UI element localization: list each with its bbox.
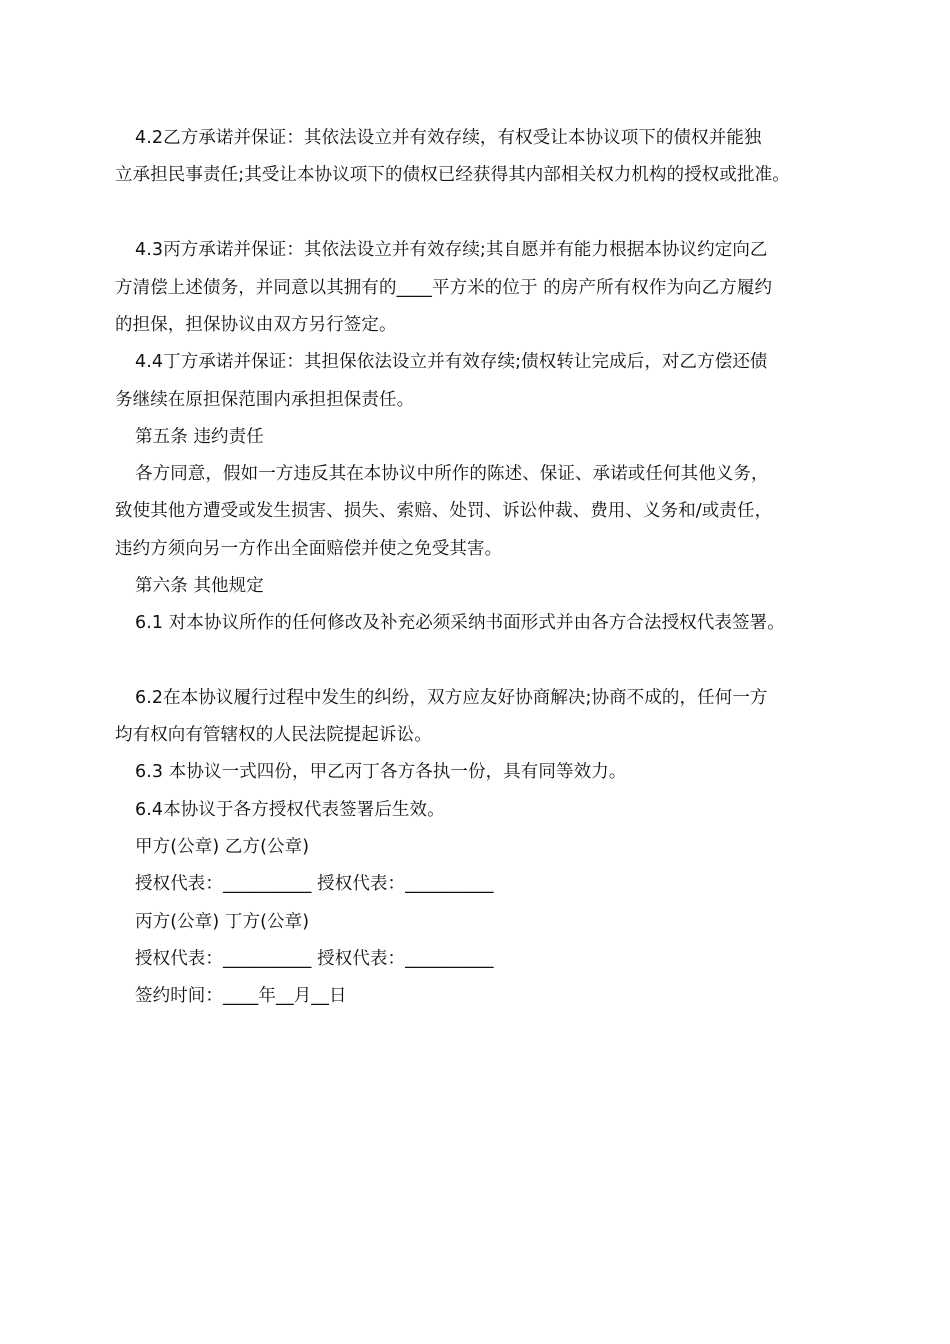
clause-4-3-line-1: 4.3丙方承诺并保证：其依法设立并有效存续;其自愿并有能力根据本协议约定向乙 <box>135 240 768 260</box>
clause-4-3-line-2: 方清偿上述债务，并同意以其拥有的____平方米的位于 的房产所有权作为向乙方履约 <box>115 278 773 298</box>
article-5-line-1: 各方同意，假如一方违反其在本协议中所作的陈述、保证、承诺或任何其他义务， <box>135 464 769 484</box>
clause-6-1: 6.1 对本协议所作的任何修改及补充必须采纳书面形式并由各方合法授权代表签署。 <box>135 613 785 633</box>
clause-4-3-line-3: 的担保，担保协议由双方另行签定。 <box>115 315 397 335</box>
signature-reps-cd: 授权代表：__________ 授权代表：__________ <box>135 949 494 969</box>
signature-reps-ab: 授权代表：__________ 授权代表：__________ <box>135 874 494 894</box>
clause-4-4-line-1: 4.4丁方承诺并保证：其担保依法设立并有效存续;债权转让完成后，对乙方偿还债 <box>135 352 768 372</box>
clause-4-2-line-2: 立承担民事责任;其受让本协议项下的债权已经获得其内部相关权力机构的授权或批准。 <box>115 165 790 185</box>
clause-6-2-line-1: 6.2在本协议履行过程中发生的纠纷，双方应友好协商解决;协商不成的，任何一方 <box>135 688 768 708</box>
clause-6-3: 6.3 本协议一式四份，甲乙丙丁各方各执一份，具有同等效力。 <box>135 762 627 782</box>
clause-6-2-line-2: 均有权向有管辖权的人民法院提起诉讼。 <box>115 725 432 745</box>
article-5-heading: 第五条 违约责任 <box>135 427 264 447</box>
signature-parties-ab: 甲方(公章) 乙方(公章) <box>135 837 310 857</box>
article-5-line-2: 致使其他方遭受或发生损害、损失、索赔、处罚、诉讼仲裁、费用、义务和/或责任， <box>115 501 773 521</box>
article-5-line-3: 违约方须向另一方作出全面赔偿并使之免受其害。 <box>115 539 503 559</box>
clause-6-4: 6.4本协议于各方授权代表签署后生效。 <box>135 800 445 820</box>
signing-date: 签约时间：____年__月__日 <box>135 986 347 1006</box>
article-6-heading: 第六条 其他规定 <box>135 576 264 596</box>
clause-4-2-line-1: 4.2乙方承诺并保证：其依法设立并有效存续，有权受让本协议项下的债权并能独 <box>135 128 762 148</box>
clause-4-4-line-2: 务继续在原担保范围内承担担保责任。 <box>115 390 415 410</box>
signature-parties-cd: 丙方(公章) 丁方(公章) <box>135 912 310 932</box>
